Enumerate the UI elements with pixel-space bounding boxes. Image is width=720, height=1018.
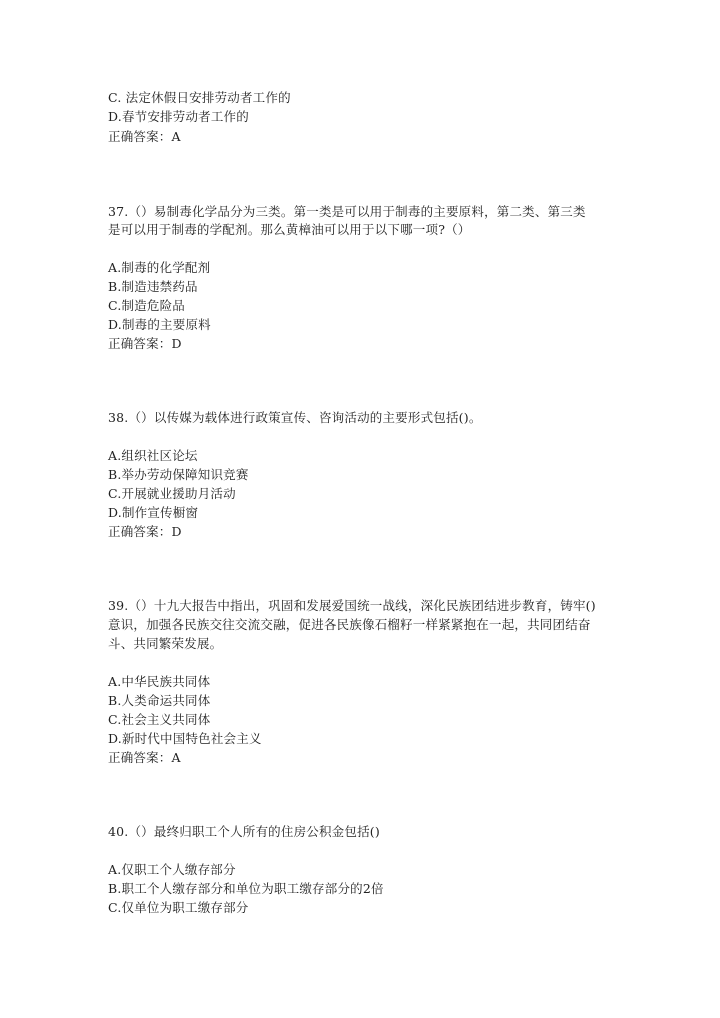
q37-stem-line-1: 37.（）易制毒化学品分为三类。第一类是可以用于制毒的主要原料，第二类、第三类 (108, 204, 586, 219)
q37-option-d: D.制毒的主要原料 (108, 317, 211, 332)
q38-option-c: C.开展就业援助月活动 (108, 486, 236, 501)
q39-stem-line-2: 意识，加强各民族交往交流交融，促进各民族像石榴籽一样紧紧抱在一起，共同团结奋 (108, 617, 591, 632)
q39-stem-line-1: 39.（）十九大报告中指出，巩固和发展爱国统一战线，深化民族团结进步教育，铸牢() (108, 598, 596, 613)
q37-answer: 正确答案：D (108, 336, 182, 351)
prev-answer: 正确答案：A (108, 129, 181, 144)
q38-option-a: A.组织社区论坛 (108, 448, 198, 463)
q38-option-b: B.举办劳动保障知识竞赛 (108, 467, 249, 482)
q40-option-c: C.仅单位为职工缴存部分 (108, 900, 249, 915)
q38-option-d: D.制作宣传橱窗 (108, 505, 199, 520)
q37-stem-line-2: 是可以用于制毒的学配剂。那么黄樟油可以用于以下哪一项?（） (108, 222, 471, 237)
q39-option-a: A.中华民族共同体 (108, 674, 211, 689)
q39-option-d: D.新时代中国特色社会主义 (108, 731, 262, 746)
q37-option-b: B.制造违禁药品 (108, 279, 198, 294)
q37-option-c: C.制造危险品 (108, 298, 185, 313)
q40-stem-line-1: 40.（）最终归职工个人所有的住房公积金包括() (108, 824, 380, 839)
q39-answer: 正确答案：A (108, 750, 181, 765)
q39-option-b: B.人类命运共同体 (108, 693, 211, 708)
prev-option-d: D.春节安排劳动者工作的 (108, 109, 249, 124)
q38-stem-line-1: 38.（）以传媒为载体进行政策宣传、咨询活动的主要形式包括()。 (108, 410, 482, 425)
prev-option-c: C. 法定休假日安排劳动者工作的 (108, 90, 291, 105)
q38-answer: 正确答案：D (108, 524, 182, 539)
q39-option-c: C.社会主义共同体 (108, 712, 211, 727)
q37-option-a: A.制毒的化学配剂 (108, 260, 211, 275)
q40-option-a: A.仅职工个人缴存部分 (108, 862, 236, 877)
q39-stem-line-3: 斗、共同繁荣发展。 (108, 636, 223, 651)
q40-option-b: B.职工个人缴存部分和单位为职工缴存部分的2倍 (108, 881, 384, 896)
